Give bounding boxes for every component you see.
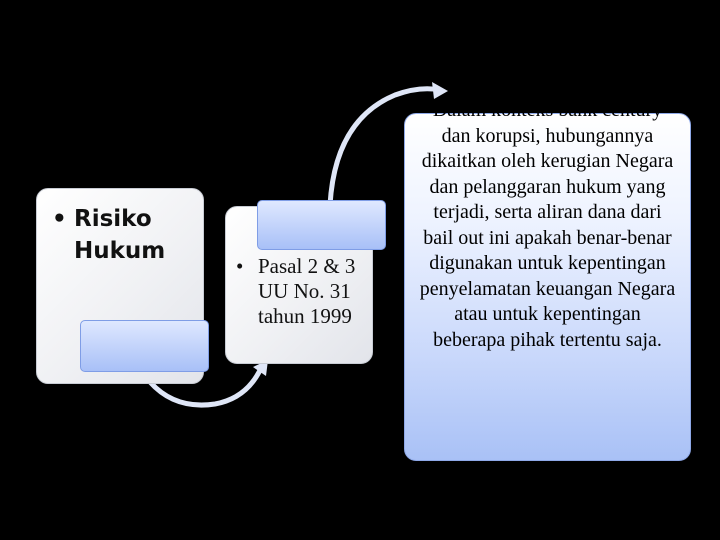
bullet-marker: • — [236, 254, 244, 278]
context-box — [404, 99, 691, 461]
law-bullet — [236, 254, 366, 329]
risk-box-tab — [80, 320, 209, 372]
context-paragraph: Dalam konteks bank century dan korupsi, hubungannya dikaitkan oleh kerugian Negara dan pelanggaran hukum yang terjadi, serta aliran dana dari bail out ini apakah benar-benar digunakan untuk kepentingan penyelamatan keuangan Negara atau untuk kepentingan beberapa pihak tertentu saja. — [419, 99, 676, 351]
risk-label: Risiko Hukum — [74, 206, 166, 264]
law-box-tab — [257, 200, 386, 250]
arrow-head-2 — [432, 82, 448, 99]
law-label: Pasal 2 & 3 UU No. 31 tahun 1999 — [258, 254, 356, 328]
risk-bullet — [52, 203, 192, 267]
bullet-marker: • — [52, 206, 67, 232]
